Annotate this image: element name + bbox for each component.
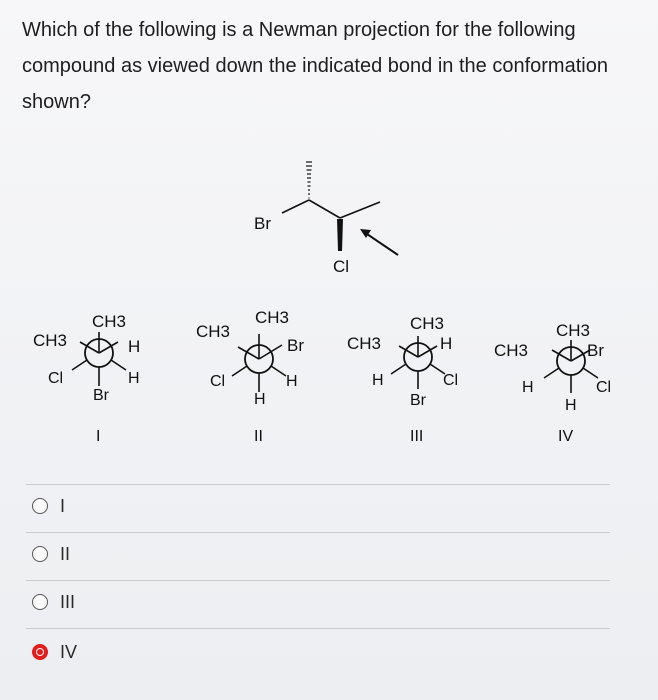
compound-br-label: Br	[254, 214, 271, 233]
svg-text:H: H	[565, 397, 577, 414]
svg-text:CH3: CH3	[410, 314, 445, 333]
option-II-label: II	[60, 543, 71, 564]
svg-text:CH3: CH3	[494, 341, 529, 360]
svg-text:H: H	[128, 337, 141, 356]
radio-II[interactable]	[32, 546, 48, 562]
hashed-wedge	[306, 162, 312, 198]
newman-projection-IV	[494, 321, 611, 445]
svg-text:H: H	[440, 334, 453, 353]
divider	[26, 484, 610, 485]
svg-text:CH3: CH3	[196, 322, 231, 341]
divider	[26, 580, 610, 581]
newman-projection-I	[33, 312, 140, 445]
radio-III[interactable]	[32, 594, 48, 610]
svg-text:Cl: Cl	[596, 379, 612, 396]
svg-text:Br: Br	[410, 392, 426, 409]
svg-text:Cl: Cl	[210, 373, 226, 390]
svg-text:H: H	[286, 373, 298, 390]
svg-text:H: H	[128, 370, 140, 387]
svg-text:CH3: CH3	[347, 334, 382, 353]
divider	[26, 532, 610, 533]
option-III-label: III	[60, 591, 76, 612]
option-II[interactable]	[32, 539, 70, 569]
svg-text:CH3: CH3	[556, 321, 591, 340]
svg-text:CH3: CH3	[92, 312, 127, 331]
svg-text:Cl: Cl	[48, 370, 64, 387]
svg-text:I: I	[96, 428, 101, 445]
skeletal-bonds	[282, 200, 380, 218]
option-III[interactable]	[32, 587, 75, 617]
svg-text:CH3: CH3	[33, 331, 68, 350]
radio-IV-selected[interactable]	[32, 644, 48, 660]
divider	[26, 628, 610, 629]
svg-text:H: H	[254, 391, 266, 408]
svg-text:CH3: CH3	[255, 308, 290, 327]
bold-wedge	[337, 219, 343, 251]
option-I[interactable]	[32, 491, 65, 521]
svg-text:Br: Br	[587, 341, 604, 360]
svg-text:II: II	[254, 428, 263, 445]
svg-text:III: III	[410, 428, 424, 445]
svg-text:Br: Br	[93, 387, 109, 404]
view-arrow	[360, 229, 398, 255]
option-IV[interactable]	[32, 637, 77, 667]
newman-projection-II	[196, 308, 304, 445]
svg-text:Br: Br	[287, 336, 304, 355]
option-I-label: I	[60, 495, 66, 516]
radio-I[interactable]	[32, 498, 48, 514]
svg-text:H: H	[372, 372, 384, 389]
newman-projection-III	[347, 314, 458, 445]
svg-text:Cl: Cl	[443, 372, 459, 389]
question-text: Which of the following is a Newman projection for the following compound as viewed down the indicated bond in the conformation shown?	[22, 19, 608, 113]
svg-text:H: H	[522, 379, 534, 396]
svg-text:IV: IV	[558, 428, 574, 445]
option-IV-label: IV	[60, 641, 78, 662]
compound-cl-label: Cl	[333, 257, 350, 276]
